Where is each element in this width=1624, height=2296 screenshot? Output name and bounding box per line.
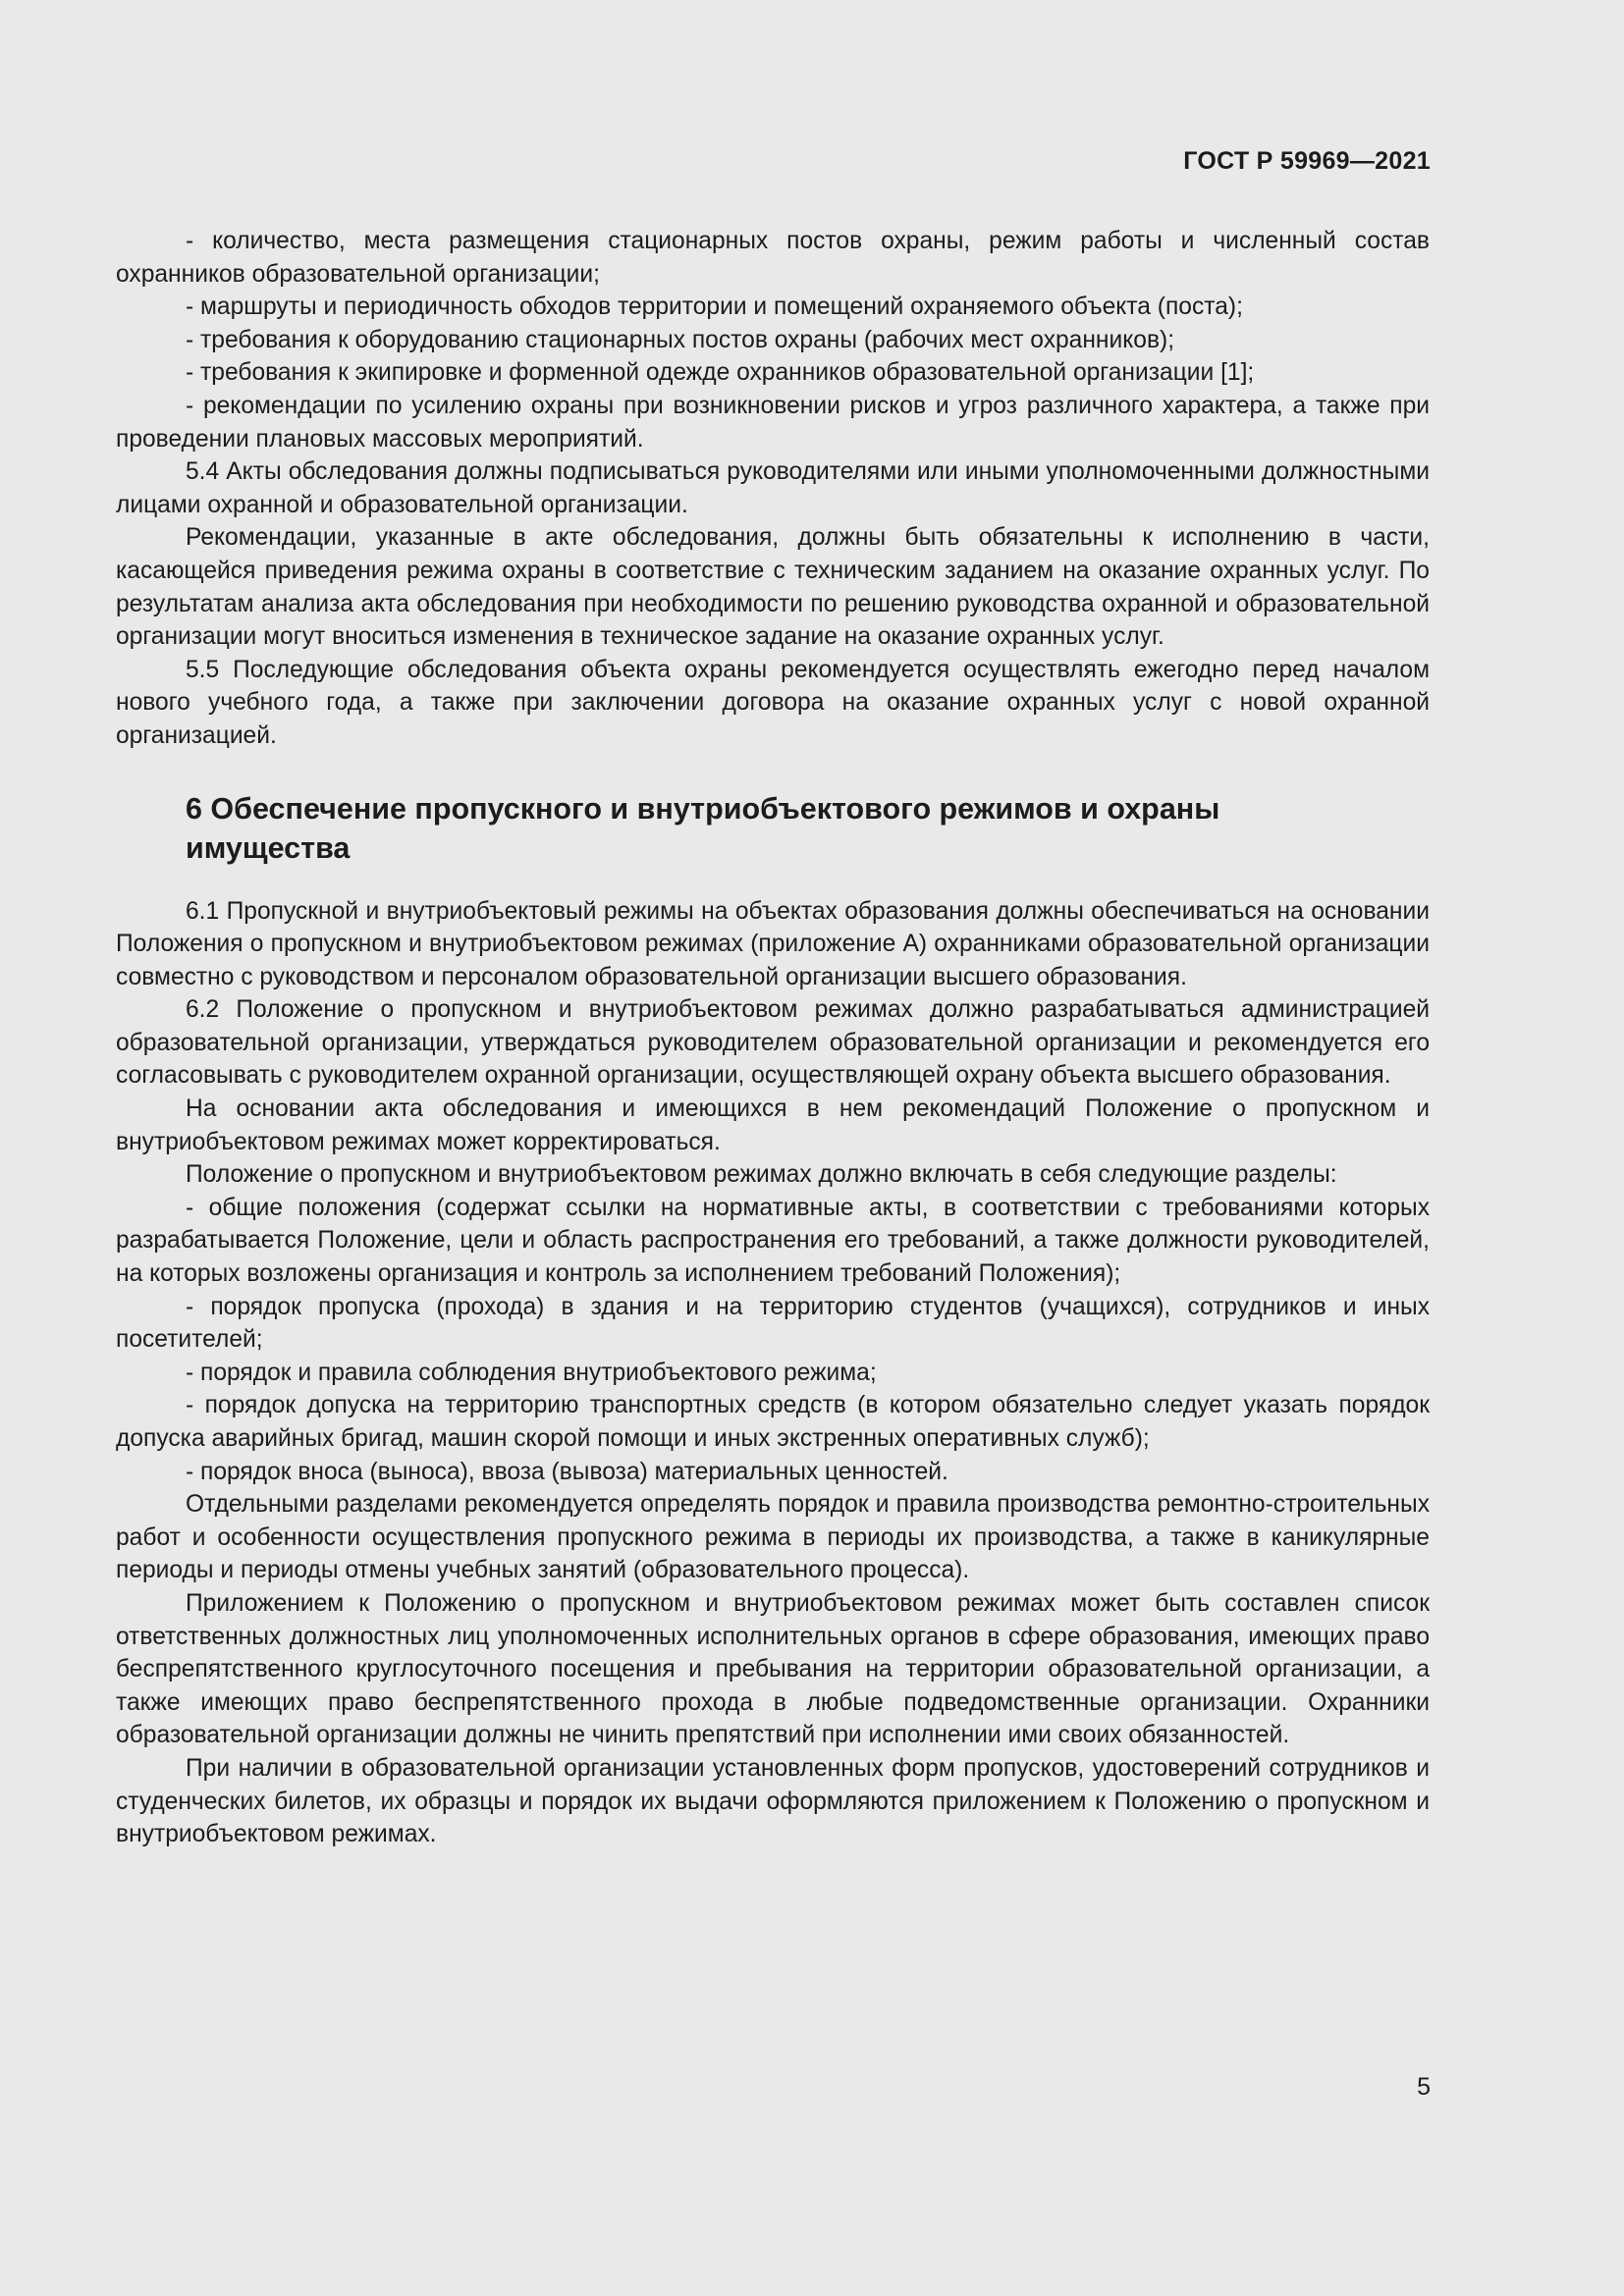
paragraph: Положение о пропускном и внутриобъектовом режимах должно включать в себя следующие разделы: [186, 1161, 1337, 1189]
list-item: - порядок допуска на территорию транспортных средств (в котором обязательно следует указать порядок допуска аварийных бригад, машин скорой помощи и иных экстренных оперативных служб); [116, 1392, 1430, 1452]
paragraph: Отдельными разделами рекомендуется определять порядок и правила производства ремонтно-строительных работ и особенности осуществления пропускного режима в периоды их производства, а также в каникулярные периоды и периоды отмены учебных занятий (образовательного процесса). [116, 1491, 1430, 1584]
list-item: - рекомендации по усилению охраны при возникновении рисков и угроз различного характера, а также при проведении плановых массовых мероприятий. [116, 392, 1430, 453]
paragraph: На основании акта обследования и имеющихся в нем рекомендаций Положение о пропускном и внутриобъектовом режимах может корректироваться. [116, 1095, 1430, 1155]
paragraph: Рекомендации, указанные в акте обследования, должны быть обязательны к исполнению в части, касающейся приведения режима охраны в соответствие с техническим заданием на оказание охранных услуг. По результатам анализа акта обследования при необходимости по решению руководства охранной и образовательной организации могут вноситься изменения в техническое задание на оказание охранных услуг. [116, 524, 1430, 651]
list-item: - общие положения (содержат ссылки на нормативные акты, в соответствии с требованиями которых разрабатывается Положение, цели и область распространения его требований, а также должности руководителей, на которых возложены организация и контроль за исполнением требований Положения); [116, 1194, 1430, 1288]
list-item: - количество, места размещения стационарных постов охраны, режим работы и численный состав охранников образовательной организации; [116, 228, 1430, 288]
list-item: - требования к экипировке и форменной одежде охранников образовательной организации [1]; [186, 359, 1255, 387]
page-content [116, 225, 1430, 1851]
paragraph-5-5: 5.5 Последующие обследования объекта охраны рекомендуется осуществлять ежегодно перед началом нового учебного года, а также при заключении договора на оказание охранных услуг с новой охранной организацией. [116, 656, 1430, 749]
paragraph-6-2: 6.2 Положение о пропускном и внутриобъектовом режимах должно разрабатываться администрацией образовательной организации, утверждаться руководителем образовательной организации и рекомендуется его согласовывать с руководителем охранной организации, осуществляющей охрану объекта высшего образования. [116, 996, 1430, 1090]
paragraph: Приложением к Положению о пропускном и внутриобъектовом режимах может быть составлен список ответственных должностных лиц уполномоченных исполнительных органов в сфере образования, имеющих право беспрепятственного круглосуточного посещения и пребывания на территории образовательной организации, а также имеющих право беспрепятственного прохода в любые подведомственные организации. Охранники образовательной организации должны не чинить препятствий при исполнении ими своих обязанностей. [116, 1589, 1430, 1749]
list-item: - требования к оборудованию стационарных постов охраны (рабочих мест охранников); [186, 326, 1175, 353]
list-item: - маршруты и периодичность обходов территории и помещений охраняемого объекта (поста); [186, 294, 1243, 321]
list-item: - порядок и правила соблюдения внутриобъектового режима; [186, 1359, 877, 1386]
paragraph-6-1: 6.1 Пропускной и внутриобъектовый режимы на объектах образования должны обеспечиваться на основании Положения о пропускном и внутриобъектовом режимах (приложение А) охранниками образовательной организации совместно с руководством и персоналом образовательной организации высшего образования. [116, 897, 1430, 990]
paragraph-5-4: 5.4 Акты обследования должны подписываться руководителями или иными уполномоченными должностными лицами охранной и образовательной организации. [116, 458, 1430, 518]
section-title: 6 Обеспечение пропускного и внутриобъектового режимов и охраны имущества [186, 791, 1220, 865]
paragraph: При наличии в образовательной организации установленных форм пропусков, удостоверений сотрудников и студенческих билетов, их образцы и порядок их выдачи оформляются приложением к Положению о пропускном и внутриобъектовом режимах. [116, 1754, 1430, 1848]
page-number: 5 [1417, 2073, 1431, 2101]
list-item: - порядок вноса (выноса), ввоза (вывоза) материальных ценностей. [186, 1458, 948, 1485]
document-number: ГОСТ Р 59969—2021 [1183, 147, 1431, 175]
list-item: - порядок пропуска (прохода) в здания и на территорию студентов (учащихся), сотрудников и иных посетителей; [116, 1293, 1430, 1354]
